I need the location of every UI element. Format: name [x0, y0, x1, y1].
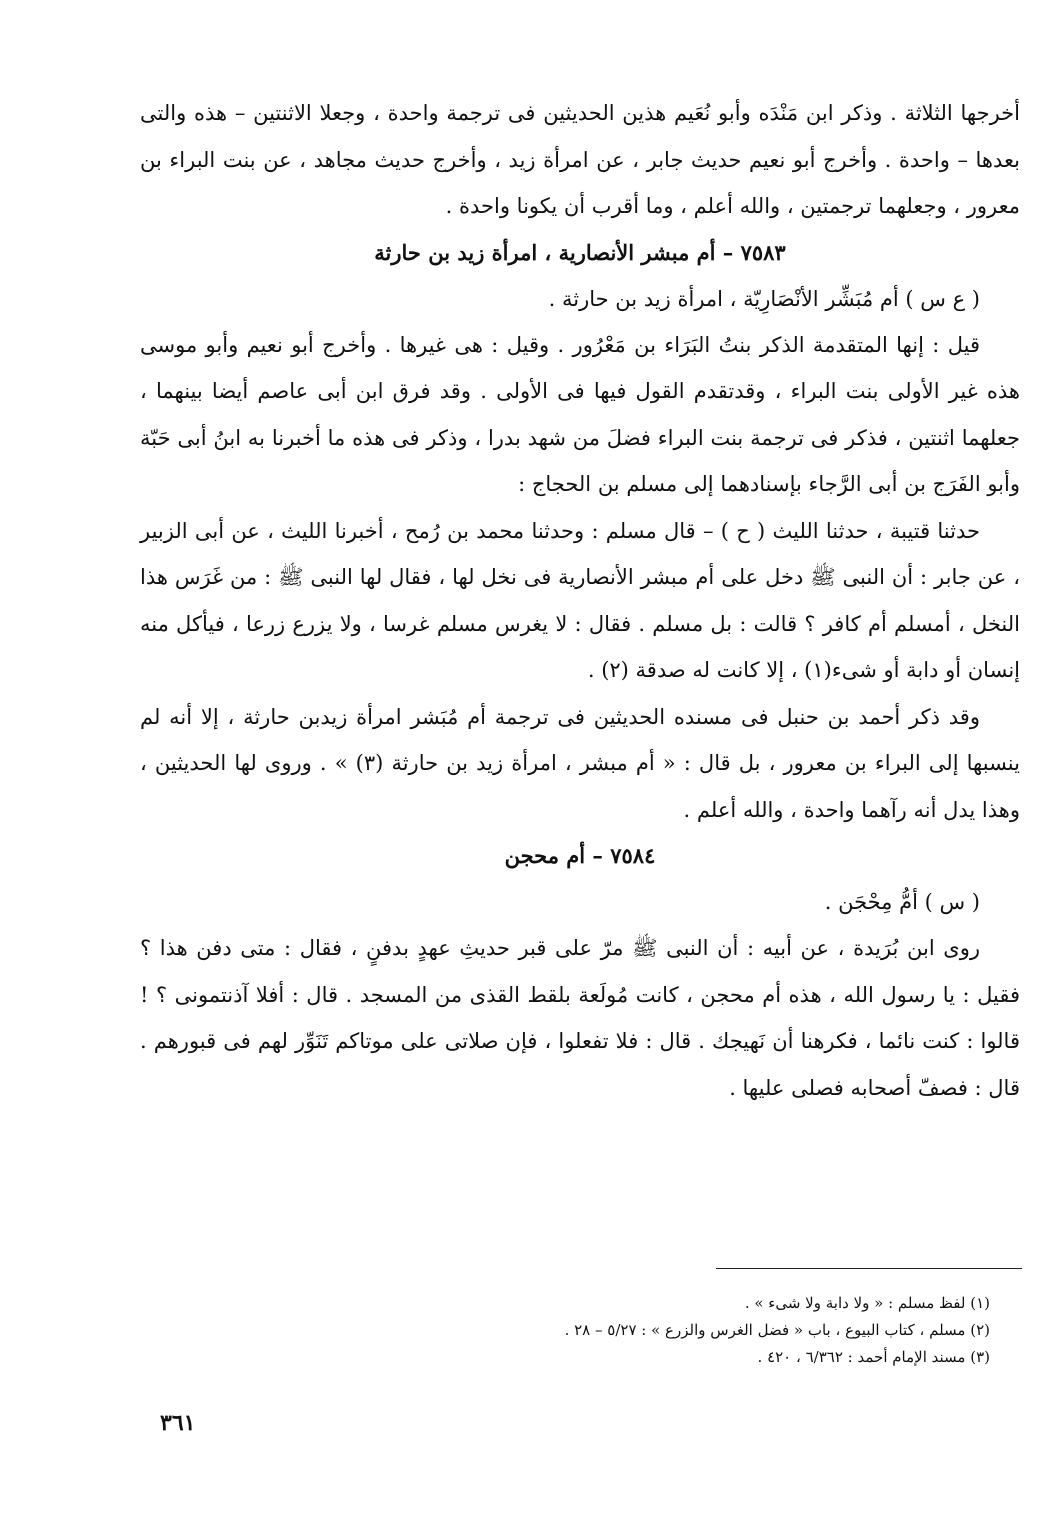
entry-7584-subtitle: ( س ) أمُّ مِحْجَن . [824, 890, 980, 914]
page-body [140, 90, 1020, 1111]
footnotes [150, 1290, 990, 1371]
entry-7583-subtitle: ( ع س ) أم مُبَشِّر الأنْصَارِيّة ، امرأة زيد بن حارثة . [548, 286, 980, 311]
footnote-divider [716, 1268, 1022, 1269]
page-number: ٣٦١ [160, 1410, 196, 1436]
intro-paragraph: أخرجها الثلاثة . وذكر ابن مَنْدَه وأبو نُعَيم هذين الحديثين فى ترجمة واحدة ، وجعلا الاثنتين – هذه والتى بعدها – واحدة . وأخرج أبو نعيم حديث جابر ، عن امرأة زيد ، وأخرج حديث مجاهد ، عن بنت البراء بن معرور ، وجعلهما ترجمتين ، والله أعلم ، وما أقرب أن يكونا واحدة . [140, 101, 1020, 218]
entry-7583-paragraph-2: حدثنا قتيبة ، حدثنا الليث ( ح ) – قال مسلم : وحدثنا محمد بن رُمح ، أخبرنا الليث ، عن أبى الزبير ، عن جابر : أن النبى ﷺ دخل على أم مبشر الأنصارية فى نخل لها ، فقال لها النبى ﷺ : من غَرَس هذا النخل ، أمسلم أم كافر ؟ قالت : بل مسلم . فقال : لا يغرس مسلم غرسا ، ولا يزرع زرعا ، فيأكل منه إنسان أو دابة أو شىء(١) ، إلا كانت له صدقة (٢) . [140, 518, 1020, 682]
entry-7583-paragraph-1: قيل : إنها المتقدمة الذكر بنتُ البَرَاء بن مَعْرُور . وقيل : هى غيرها . وأخرج أبو نعيم وأبو موسى هذه غير الأولى بنت البراء ، وقدتقدم القول فيها فى الأولى . وقد فرق ابن أبى عاصم أيضا بينهما ، جعلهما اثنتين ، فذكر فى ترجمة بنت البراء فضلَ من شهد بدرا ، وذكر فى هذه ما أخبرنا به ابنُ أبى حَبّة وأبو الفَرَج بن أبى الرَّجاء بإسنادهما إلى مسلم بن الحجاج : [140, 332, 1020, 496]
entry-7584-heading: ٧٥٨٤ – أم محجن [504, 843, 656, 868]
footnote-3: (٣) مسند الإمام أحمد : ٦/٣٦٢ ، ٤٢٠ . [757, 1348, 990, 1366]
entry-7584-paragraph-1: روى ابن بُرَيدة ، عن أبيه : أن النبى ﷺ مرّ على قبر حديثِ عهدٍ بدفنٍ ، فقال : متى دفن هذا ؟ فقيل : يا رسول الله ، هذه أم محجن ، كانت مُولَعة بلقط القذى من المسجد . قال : أفلا آذنتمونى ؟ ! قالوا : كنت نائما ، فكرهنا أن نَهيجك . قال : فلا تفعلوا ، فإن صلاتى على موتاكم تَنَوِّر لهم فى قبورهم . قال : فصفّ أصحابه فصلى عليها . [140, 936, 1020, 1100]
footnote-1: (١) لفظ مسلم : « ولا دابة ولا شىء » . [744, 1294, 990, 1312]
entry-7583-paragraph-3: وقد ذكر أحمد بن حنبل فى مسنده الحديثين فى ترجمة أم مُبَشر امرأة زيدبن حارثة ، إلا أنه لم ينسبها إلى البراء بن معرور ، بل قال : « أم مبشر ، امرأة زيد بن حارثة (٣) » . وروى لها الحديثين ، وهذا يدل أنه رآهما واحدة ، والله أعلم . [140, 704, 1020, 822]
footnote-2: (٢) مسلم ، كتاب البيوع ، باب « فضل الغرس والزرع » : ٥/٢٧ – ٢٨ . [564, 1321, 990, 1339]
entry-7583-heading: ٧٥٨٣ – أم مبشر الأنصارية ، امرأة زيد بن حارثة [374, 239, 786, 265]
